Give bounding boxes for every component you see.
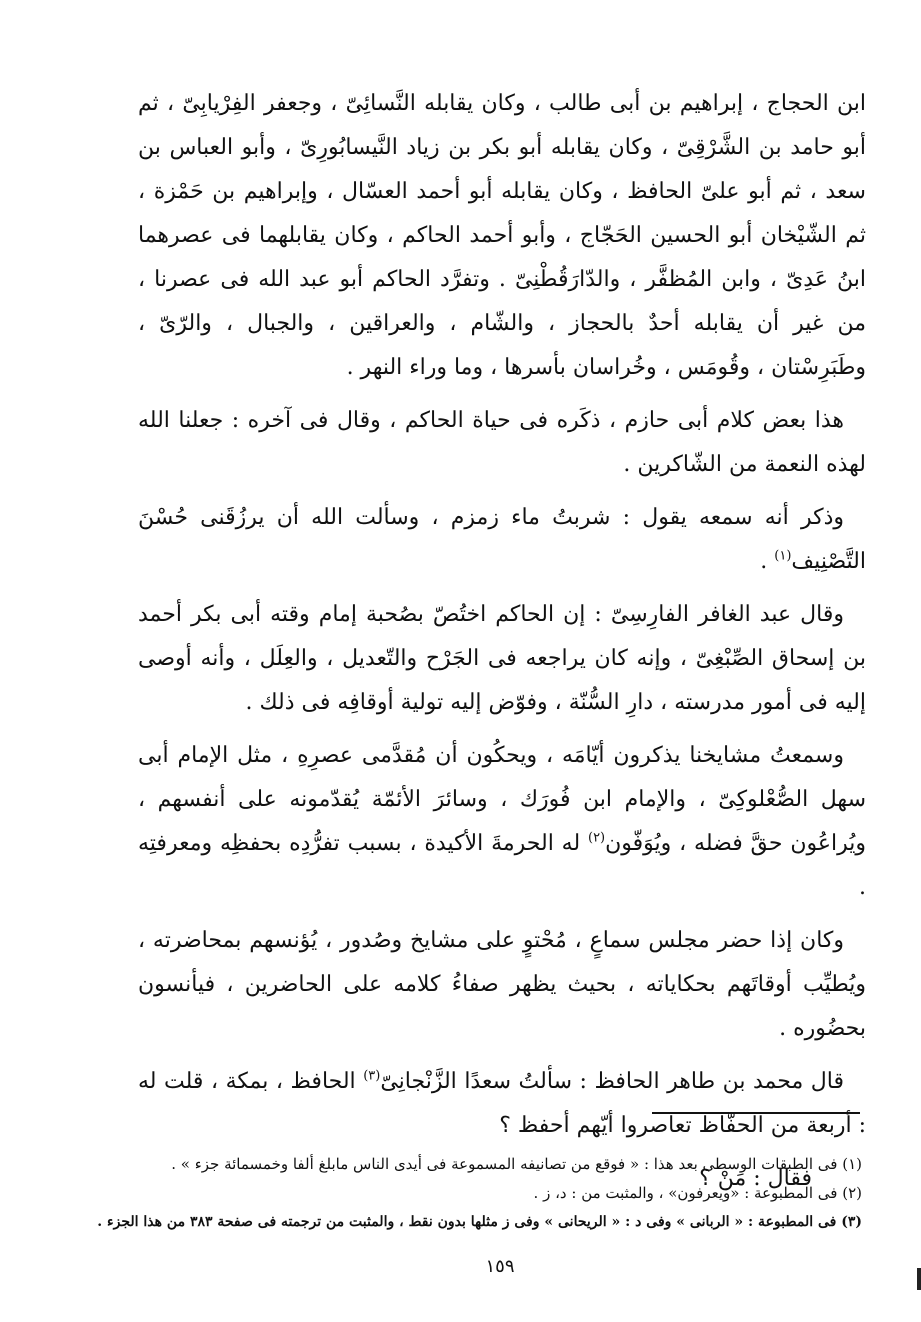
paragraph-text: وذكر أنه سمعه يقول : شربتُ ماء زمزم ، وسألت الله أن يرزُقَنى حُسْنَ التَّصْنِيف xyxy=(138,505,866,574)
footnote-marker: (٣) xyxy=(363,1068,381,1084)
footnote-marker: (١) xyxy=(774,548,792,564)
paragraph-text: فقال : مَنْ ؟ xyxy=(699,1166,812,1191)
footnote-2: (٢) فى المطبوعة : «ويعرفون» ، والمثبت من : د، ز . xyxy=(533,1184,862,1202)
footnote-divider xyxy=(652,1112,860,1114)
paragraph-tail: . xyxy=(760,549,775,574)
paragraph-text: هذا بعض كلام أبى حازم ، ذكَره فى حياة الحاكم ، وقال فى آخره : جعلنا الله لهذه النعمة من الشّاكرين . xyxy=(138,408,866,477)
footnote-1: (١) فى الطبقات الوسطى بعد هذا : « فوقع من تصانيفه المسموعة فى أيدى الناس مابلغ ألفا وخمسمائة جزء » . xyxy=(171,1155,862,1173)
paragraph-ibn-tahir xyxy=(138,1060,866,1148)
footnotes-section xyxy=(97,1150,862,1237)
paragraph-text: وسمعتُ مشايخنا يذكرون أيّامَه ، ويحكُون أن مُقدَّمى عصرِهِ ، مثل الإمام أبى سهل الصُّعْلوكِىّ ، والإمام ابن فُورَك ، وسائرَ الأئمّة يُقدّمونه على أنفسهم ، ويُراعُون حقَّ فضله ، ويُوَفّون xyxy=(138,743,866,856)
paragraph-majlis xyxy=(138,919,866,1051)
footnote-3: (٣) فى المطبوعة : « الربانى » وفى د : « الريحانى » وفى ز مثلها بدون نقط ، والمثبت من ترجمته فى صفحة ٣٨٣ من هذا الجزء . xyxy=(97,1214,862,1230)
paragraph-text: قال محمد بن طاهر الحافظ : سألتُ سعدًا الزَّنْجانِىّ xyxy=(380,1069,844,1094)
paragraph-shaykhs xyxy=(138,734,866,910)
paragraph-text: ابن الحجاج ، إبراهيم بن أبى طالب ، وكان يقابله النَّسائِىّ ، وجعفر الفِرْيابِىّ ، ثم أبو حامد بن الشَّرْقِىّ ، وكان يقابله أبو بكر بن زياد النَّيسابُورِىّ ، وأبو العباس بن سعد ، ثم أبو علىّ الحافظ ، وكان يقابله أبو أحمد العسّال ، وإبراهيم بن حَمْزة ، ثم الشّيْخان أبو الحسين الحَجّاج ، وأبو أحمد الحاكم ، وكان يقابلهما فى عصرهما ابنُ عَدِىّ ، وابن المُظفَّر ، والدّارَقُطْنِىّ . وتفرَّد الحاكم أبو عبد الله فى عصرنا ، من غير أن يقابله أحدٌ بالحجاز ، والشّام ، والعراقين ، والجبال ، والرّىّ ، وطَبَرِسْتان ، وقُومَس ، وخُراسان بأسرها ، وما وراء النهر . xyxy=(138,91,866,380)
paragraph-tail: له الحرمةَ الأكيدة ، بسبب تفرُّدِه بحفظِه ومعرفتِه . xyxy=(138,831,866,900)
paragraph-text: وقال عبد الغافر الفارِسِىّ : إن الحاكم اختُصّ بصُحبة إمام وقته أبى بكر أحمد بن إسحاق الصِّبْغِىّ ، وإنه كان يراجعه فى الجَرْح والتّعديل ، والعِلَل ، وأنه أوصى إليه فى أمور مدرسته ، دارِ السُّنّة ، وفوّض إليه تولية أوقافِه فى ذلك . xyxy=(138,602,866,715)
paragraph-zamzam xyxy=(138,496,866,584)
paragraph-abd-al-ghafir xyxy=(138,593,866,725)
main-text xyxy=(138,82,866,1210)
paragraph-hadith-scholars xyxy=(138,82,866,390)
paragraph-abu-hazim xyxy=(138,399,866,487)
page-number: ١٥٩ xyxy=(485,1256,515,1277)
scan-edge-mark xyxy=(917,1268,921,1290)
footnote-marker: (٢) xyxy=(587,830,606,846)
paragraph-tail: الحافظ ، بمكة ، قلت له : أربعة من الحفّاظ تعاصروا أيّهم أحفظ ؟ xyxy=(138,1069,866,1138)
paragraph-text: وكان إذا حضر مجلس سماعٍ ، مُحْتوٍ على مشايخ وصُدور ، يُؤنسهم بمحاضرته ، ويُطيِّب أوقاتَهم بحكاياته ، بحيث يظهر صفاءُ كلامه على الحاضرين ، فيأنسون بحضُوره . xyxy=(138,928,866,1041)
